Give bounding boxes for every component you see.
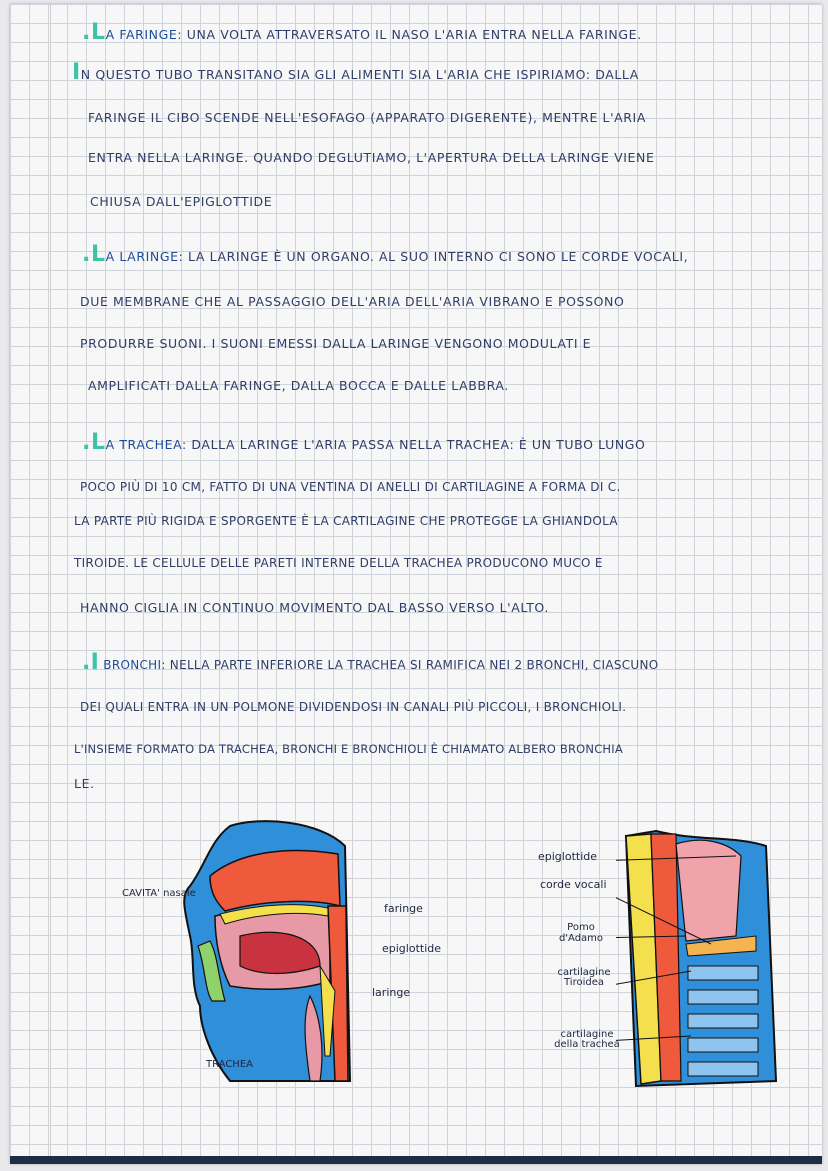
bronchi-line-1: .I BRONCHI: NELLA PARTE INFERIORE LA TRACHEA SI RAMIFICA NEI 2 BRONCHI, CIASCUNO [82,650,659,675]
trachea-line-3: LA PARTE PIÙ RIGIDA E SPORGENTE È LA CARTILAGINE CHE PROTEGGE LA GHIANDOLA [74,514,618,528]
label-corde-vocali: corde vocali [540,878,607,891]
laringe-line-1: .LA LARINGE: LA LARINGE È UN ORGANO. AL SUO INTERNO CI SONO LE CORDE VOCALI, [82,242,689,267]
notebook-page [10,4,822,1164]
label-cartilagine-tiroidea: cartilagine Tiroidea [557,967,611,988]
faringe-line-2: IN QUESTO TUBO TRANSITANO SIA GLI ALIMENTI SIA L'ARIA CHE ISPIRIAMO: DALLA [72,60,639,85]
label-epiglottide-right: epiglottide [538,850,598,863]
page-bottom-edge [10,1156,822,1164]
label-cartilagine-trachea: cartilagine della trachea [554,1029,620,1050]
larynx-trachea-diagram [616,826,786,1091]
laringe-line-4: AMPLIFICATI DALLA FARINGE, DALLA BOCCA E DALLE LABBRA. [88,378,509,393]
label-trachea: TRACHEA [206,1059,253,1070]
bullet: . [82,20,91,45]
label-epiglottide-left: epiglottide [382,942,442,955]
faringe-line-1: .LA FARINGE: UNA VOLTA ATTRAVERSATO IL NASO L'ARIA ENTRA NELLA FARINGE. [82,20,642,45]
bronchi-line-2: DEI QUALI ENTRA IN UN POLMONE DIVIDENDOSI IN CANALI PIÙ PICCOLI, I BRONCHIOLI. [80,700,627,714]
head-section-diagram [170,816,390,1086]
label-pomo-adamo: Pomo d'Adamo [558,922,604,944]
faringe-line-4: ENTRA NELLA LARINGE. QUANDO DEGLUTIAMO, L'APERTURA DELLA LARINGE VIENE [88,150,655,165]
label-laringe: laringe [372,986,411,999]
bronchi-line-3: L'INSIEME FORMATO DA TRACHEA, BRONCHI E BRONCHIOLI È CHIAMATO ALBERO BRONCHIA [74,742,623,756]
trachea-line-1: .LA TRACHEA: DALLA LARINGE L'ARIA PASSA NELLA TRACHEA: È UN TUBO LUNGO [82,430,646,455]
margin-line [50,4,51,1164]
trachea-line-2: POCO PIÙ DI 10 CM, FATTO DI UNA VENTINA DI ANELLI DI CARTILAGINE A FORMA DI C. [80,480,621,494]
laringe-line-2: DUE MEMBRANE CHE AL PASSAGGIO DELL'ARIA DELL'ARIA VIBRANO E POSSONO [80,294,625,309]
epiglottis-red [676,840,741,941]
trachea-line-4: TIROIDE. LE CELLULE DELLE PARETI INTERNE DELLA TRACHEA PRODUCONO MUCO E [74,556,603,570]
bronchi-line-4: LE. [74,776,95,791]
label-faringe: faringe [384,902,423,915]
bullet: . [82,650,91,675]
faringe-line-5: CHIUSA DALL'EPIGLOTTIDE [90,194,273,209]
trachea-line-5: HANNO CIGLIA IN CONTINUO MOVIMENTO DAL BASSO VERSO L'ALTO. [80,600,549,615]
faringe-line-3: FARINGE IL CIBO SCENDE NELL'ESOFAGO (APPARATO DIGERENTE), MENTRE L'ARIA [88,110,646,125]
bullet: . [82,242,91,267]
laringe-line-3: PRODURRE SUONI. I SUONI EMESSI DALLA LARINGE VENGONO MODULATI E [80,336,592,351]
bullet: . [82,430,91,455]
label-cavita-nasale: CAVITA' nasale [122,888,196,899]
